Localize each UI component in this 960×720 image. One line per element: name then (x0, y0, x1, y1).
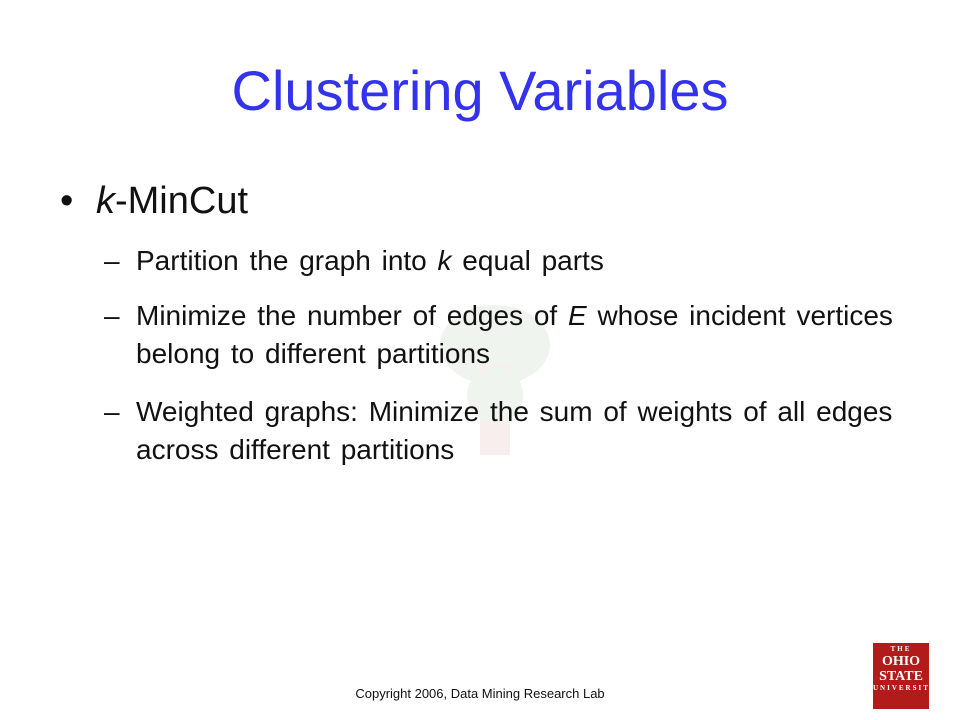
logo-bottom-line: UNIVERSITY (873, 684, 937, 692)
subbullet-text: Partition the graph into k equal parts (136, 245, 604, 276)
slide-title: Clustering Variables (231, 59, 729, 122)
dash-marker: – (104, 396, 120, 427)
subbullet-text: Weighted graphs: Minimize the sum of weights of all edges across different partitions (136, 396, 893, 465)
subbullet-text: Minimize the number of edges of E whose incident vertices belong to different partitions (136, 300, 893, 369)
dash-marker: – (104, 245, 120, 276)
copyright-footer: Copyright 2006, Data Mining Research Lab (355, 686, 605, 701)
ohio-state-logo (873, 643, 937, 709)
logo-line-state: STATE (879, 669, 923, 684)
bullet-dot: • (60, 180, 74, 222)
bullet-text: k-MinCut (96, 180, 249, 222)
logo-line-ohio: OHIO (881, 654, 921, 669)
dash-marker: – (104, 300, 120, 331)
logo-top-line: THE (890, 645, 912, 653)
